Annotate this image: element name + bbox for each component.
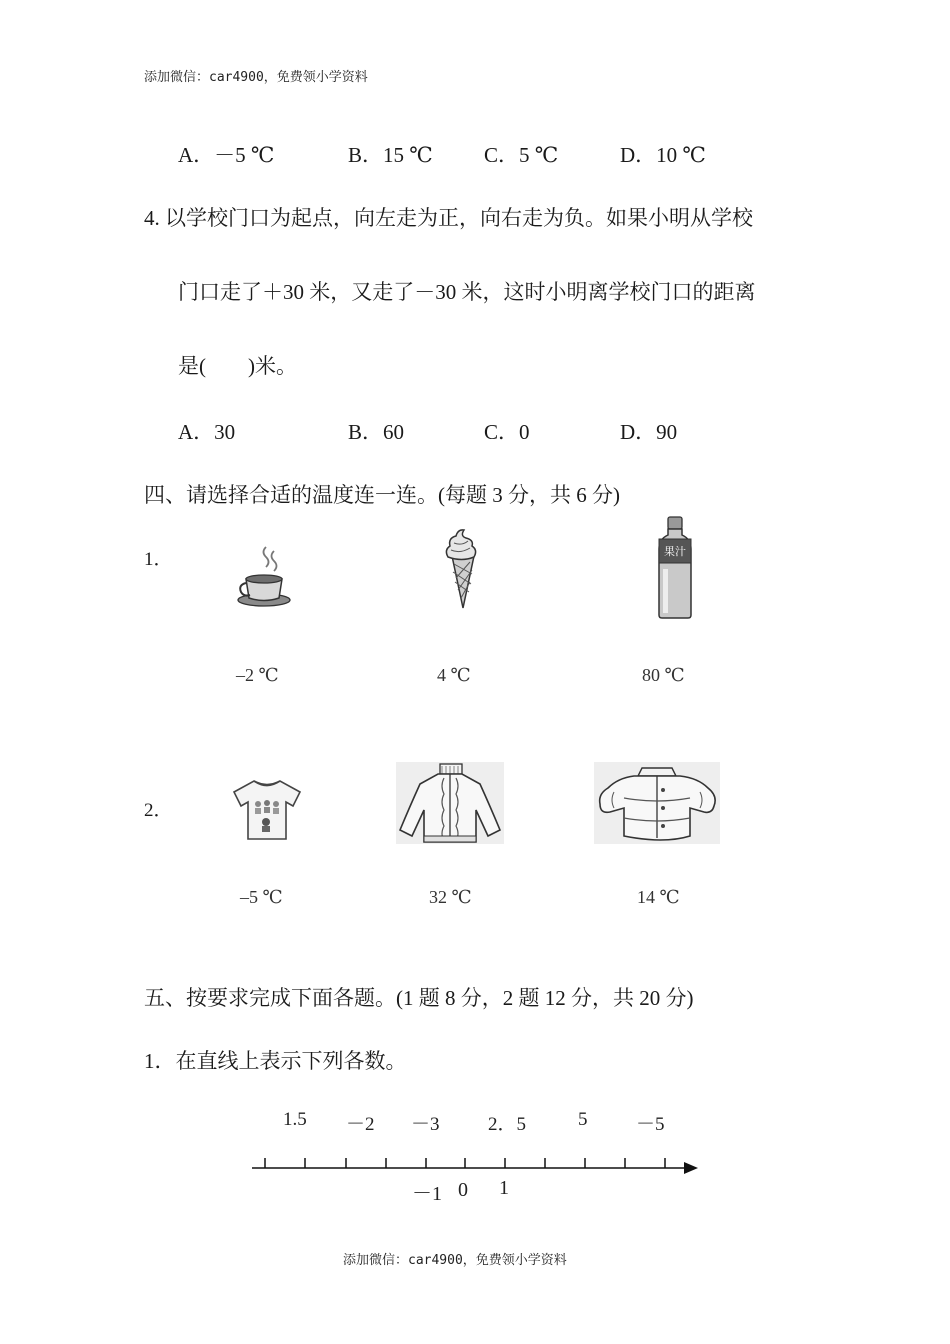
s4-q1-label: 1．: [144, 549, 173, 570]
number-to-plot-2: －2: [346, 1114, 375, 1135]
section-4-title: 四、请选择合适的温度连一连。(每题 3 分，共 6 分): [144, 483, 620, 507]
axis-label-1: 1: [499, 1177, 509, 1199]
number-to-plot-6: －5: [636, 1114, 665, 1135]
q4-line2: 门口走了＋30 米，又走了－30 米，这时小明离学校门口的距离: [178, 280, 756, 304]
q3-option-b: B．15 ℃: [348, 143, 433, 167]
axis-label-0: 0: [458, 1179, 468, 1201]
down-jacket-icon: [594, 762, 720, 844]
s4-q2-temp-1: –5 ℃: [240, 887, 283, 907]
q4-line3: 是( )米。: [178, 354, 297, 378]
q4-option-b: B．60: [348, 420, 405, 444]
q4-option-a: A．30: [178, 420, 236, 444]
number-line: [250, 1150, 700, 1180]
s5-q1-text: 1．在直线上表示下列各数。: [144, 1049, 407, 1073]
number-to-plot-3: －3: [411, 1114, 440, 1135]
s4-q2-label: 2．: [144, 800, 173, 821]
number-to-plot-5: 5: [578, 1109, 588, 1130]
q4-option-d: D．90: [620, 420, 678, 444]
sweater-icon: [396, 762, 504, 844]
q4-line1: 4. 以学校门口为起点，向左走为正，向右走为负。如果小明从学校: [144, 206, 753, 230]
bottle-label: 果汁: [664, 545, 686, 558]
number-to-plot-1: 1.5: [283, 1109, 307, 1130]
t-shirt-icon: [232, 778, 302, 842]
q3-option-d: D．10 ℃: [620, 143, 706, 167]
watermark-bottom: 添加微信：car4900，免费领小学资料: [343, 1253, 567, 1268]
s4-q1-temp-3: 80 ℃: [642, 665, 685, 685]
q3-option-c: C．5 ℃: [484, 143, 559, 167]
number-to-plot-4: 2．5: [488, 1114, 527, 1135]
ice-cream-cone-icon: [438, 526, 482, 612]
q4-option-c: C．0: [484, 420, 530, 444]
juice-bottle-icon: [655, 515, 695, 619]
q3-option-a: A．－5 ℃: [178, 143, 275, 167]
section-5-title: 五、按要求完成下面各题。(1 题 8 分，2 题 12 分，共 20 分): [144, 986, 694, 1010]
s4-q1-temp-1: –2 ℃: [236, 665, 279, 685]
watermark-top: 添加微信：car4900，免费领小学资料: [144, 70, 368, 85]
hot-coffee-cup-icon: [236, 543, 296, 611]
axis-label-minus-1: －1: [412, 1183, 442, 1205]
s4-q2-temp-3: 14 ℃: [637, 887, 680, 907]
s4-q2-temp-2: 32 ℃: [429, 887, 472, 907]
s4-q1-temp-2: 4 ℃: [437, 665, 471, 685]
